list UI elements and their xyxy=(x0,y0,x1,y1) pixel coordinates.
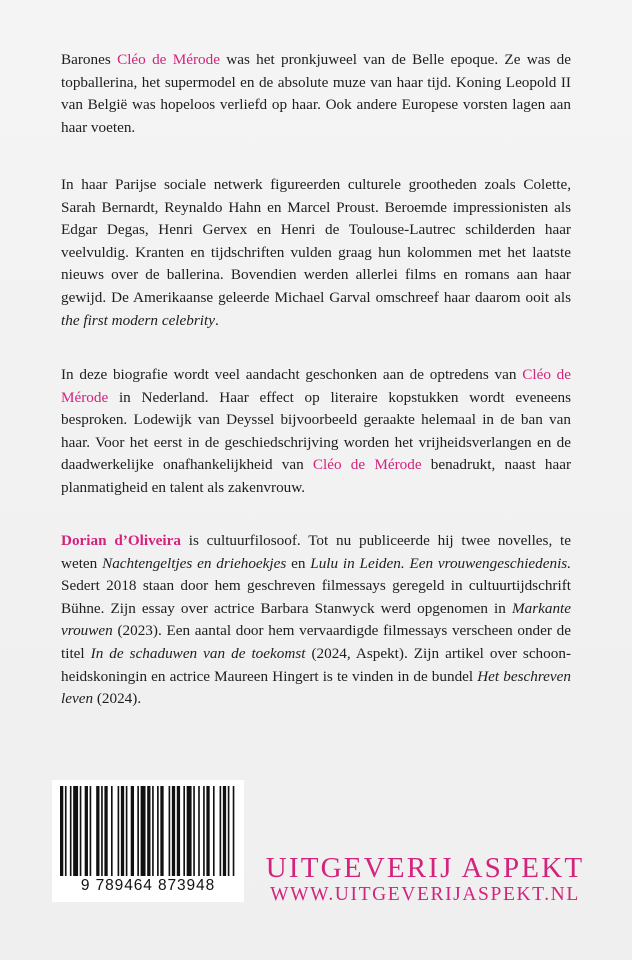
barcode-bar xyxy=(193,786,195,876)
bio-text: (2023). Een aantal door hem vervaardigde filmessays verscheen onder de titel xyxy=(61,622,571,662)
subject-name: Cléo de Mérode xyxy=(117,51,220,68)
paragraph-text: In deze biografie wordt veel aandacht geschonken aan de optredens van xyxy=(61,366,523,383)
barcode-bar xyxy=(187,786,192,876)
barcode-bar xyxy=(60,786,63,876)
barcode-bar xyxy=(90,786,92,876)
barcode-bar xyxy=(233,786,235,876)
blurb-paragraph-3 xyxy=(61,364,571,500)
isbn-number: 9 789464 873948 xyxy=(80,877,216,894)
barcode-bar xyxy=(160,786,163,876)
barcode-bar xyxy=(104,786,107,876)
book-title: In de schaduwen van de toekomst xyxy=(90,644,306,662)
paragraph-text: Barones xyxy=(61,51,118,68)
barcode-bar xyxy=(85,786,88,876)
book-title: Nachtengeltjes en driehoekjes xyxy=(102,554,287,572)
book-title: Markante vrouwen xyxy=(61,599,571,640)
publisher-name: UITGEVERIJ ASPEKT xyxy=(265,852,585,884)
barcode-bar xyxy=(65,786,67,876)
barcode-bar xyxy=(157,786,159,876)
barcode-bar xyxy=(169,786,171,876)
barcode-bars xyxy=(60,786,236,882)
quote-italic: the first modern celebrity xyxy=(61,311,215,329)
book-title: Lulu in Leiden. Een vrouwengeschiedenis. xyxy=(310,554,572,572)
barcode-bar xyxy=(177,786,180,876)
barcode-bar xyxy=(152,786,154,876)
barcode-bar xyxy=(220,786,222,876)
paragraph-text: benadrukt, naast haar planmatigheid en talent als zakenvrouw. xyxy=(61,456,572,496)
barcode-bar xyxy=(137,786,139,876)
paragraph-text: In haar Parijse sociale netwerk figureerden culturele grootheden zoals Colette, Sarah Bernardt, Reynaldo Hahn en Marcel Proust. Beroemde impressionisten als Edgar Degas, Henri Gervex en Henri de Toulouse-Lautrec schilderden haar veelvuldig. Kranten en tijdschriften vulden graag hun kolommen met het laatste nieuws over de ballerina. Bovendien werden allerlei films en romans aan haar gewijd. De Amerikaanse geleerde Michael Garval omschreef haar daarom ooit als xyxy=(61,176,571,306)
barcode-bar xyxy=(96,786,99,876)
paragraph-text: was het pronkjuweel van de Belle epoque. Ze was de topballerina, het supermodel en de absolute muze van haar tijd. Koning Leopold II van België was hopeloos verliefd op haar. Ook andere Europese vorsten lagen aan haar voeten. xyxy=(61,51,571,136)
barcode-bar xyxy=(147,786,150,876)
barcode-bar xyxy=(131,786,134,876)
barcode-bar xyxy=(126,786,128,876)
barcode-bar xyxy=(121,786,124,876)
barcode-bar xyxy=(70,786,72,876)
bio-text: (2024). xyxy=(93,690,142,708)
bio-text: (2024, Aspekt). Zijn artikel over schoonheidskoningin en actrice Maureen Hingert is te vinden in de bundel xyxy=(61,644,571,685)
author-name: Dorian d’Oliveira xyxy=(61,532,181,549)
subject-name: Cléo de Mérode xyxy=(312,456,422,474)
barcode-bar xyxy=(183,786,185,876)
book-title: Het beschreven leven xyxy=(61,667,571,708)
barcode-bar xyxy=(101,786,103,876)
barcode-bar xyxy=(223,786,226,876)
barcode-bar xyxy=(198,786,200,876)
bio-text: is cultuurfilosoof. Tot nu publiceerde hij twee novelles, te weten xyxy=(61,532,571,572)
barcode-bar xyxy=(73,786,78,876)
barcode-bar xyxy=(141,786,146,876)
barcode-bar xyxy=(118,786,120,876)
blurb-paragraph-1 xyxy=(61,49,571,139)
isbn-barcode xyxy=(52,780,244,902)
bio-text: en xyxy=(286,554,311,572)
subject-name: Cléo de Mérode xyxy=(61,366,571,406)
barcode-bar xyxy=(203,786,205,876)
author-bio xyxy=(61,530,571,711)
bio-text: Sedert 2018 staan door hem geschreven filmessays geregeld in cultuurtijdschrift Bühne. Zijn essay over actrice Barbara Stanwyck werd opgenomen in xyxy=(61,577,571,617)
paragraph-text: in Nederland. Haar effect op literaire kopstukken wordt eveneens besproken. Lodewijk van Deyssel bijvoorbeeld geraakte helemaal in de ban van haar. Voor het eerst in de geschiedschrijving worden het vrijheidsverlangen en de daadwerkelijke onafhankelijkheid van xyxy=(61,388,571,474)
barcode-bar xyxy=(172,786,175,876)
publisher-url: WWW.UITGEVERIJASPEKT.NL xyxy=(270,884,580,905)
paragraph-text: . xyxy=(214,311,219,329)
barcode-bar xyxy=(206,786,209,876)
barcode-bar xyxy=(111,786,113,876)
barcode-bar xyxy=(80,786,82,876)
barcode-bar xyxy=(228,786,230,876)
blurb-paragraph-2 xyxy=(61,174,571,332)
barcode-bar xyxy=(213,786,215,876)
